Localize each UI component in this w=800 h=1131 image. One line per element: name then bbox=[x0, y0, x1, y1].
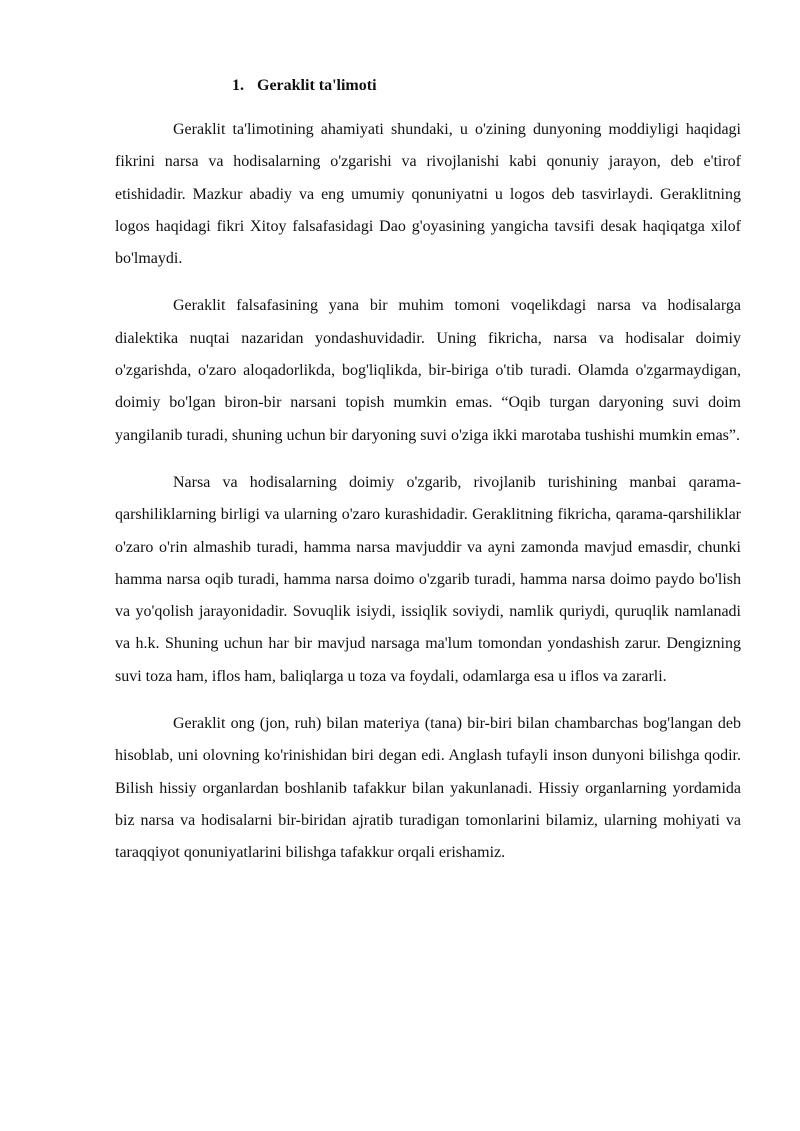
paragraph-3: Narsa va hodisalarning doimiy o'zgarib, rivojlanib turishining manbai qarama-qarshiliklarning birligi va ularning o'zaro kurashidadir. Geraklitning fikricha, qarama-qarshiliklar o'zaro o'rin almashib turadi, hamma narsa mavjuddir va ayni zamonda mavjud emasdir, chunki hamma narsa oqib turadi, hamma narsa doimo o'zgarib turadi, hamma narsa doimo paydo bo'lish va yo'qolish jarayonidadir. Sovuqlik isiydi, issiqlik soviydi, namlik quriydi, quruqlik namlanadi va h.k. Shuning uchun har bir mavjud narsaga ma'lum tomondan yondashish zarur. Dengizning suvi toza ham, iflos ham, baliqlarga u toza va foydali, odamlarga esa u iflos va zararli. bbox=[115, 473, 741, 685]
section-number: 1. bbox=[232, 77, 244, 94]
section-title: Geraklit ta'limoti bbox=[257, 77, 377, 94]
section-heading bbox=[115, 74, 741, 98]
document-page bbox=[115, 74, 741, 870]
paragraph-4: Geraklit ong (jon, ruh) bilan materiya (tana) bir-biri bilan chambarchas bog'langan deb hisoblab, uni olovning ko'rinishidan biri degan edi. Anglash tufayli inson dunyoni bilishga qodir. Bilish hissiy organlardan boshlanib tafakkur bilan yakunlanadi. Hissiy organlarning yordamida biz narsa va hodisalarni bir-biridan ajratib turadigan tomonlarini bilamiz, ularning mohiyati va taraqqiyot qonuniyatlarini bilishga tafakkur orqali erishamiz. bbox=[115, 715, 741, 862]
paragraph-2: Geraklit falsafasining yana bir muhim tomoni voqelikdagi narsa va hodisalarga dialektika nuqtai nazaridan yondashuvidadir. Uning fikricha, narsa va hodisalar doimiy o'zgarishda, o'zaro aloqadorlikda, bog'liqlikda, bir-biriga o'tib turadi. Olamda o'zgarmaydigan, doimiy bo'lgan biron-bir narsani topish mumkin emas. “Oqib turgan daryoning suvi doim yangilanib turadi, shuning uchun bir daryoning suvi o'ziga ikki marotaba tushishi mumkin emas”. bbox=[115, 297, 741, 444]
paragraph-1: Geraklit ta'limotining ahamiyati shundaki, u o'zining dunyoning moddiyligi haqidagi fikrini narsa va hodisalarning o'zgarishi va rivojlanishi kabi qonuniy jarayon, deb e'tirof etishidadir. Mazkur abadiy va eng umumiy qonuniyatni u logos deb tasvirlaydi. Geraklitning logos haqidagi fikri Xitoy falsafasidagi Dao g'oyasining yangicha tavsifi desak haqiqatga xilof bo'lmaydi. bbox=[115, 121, 741, 268]
